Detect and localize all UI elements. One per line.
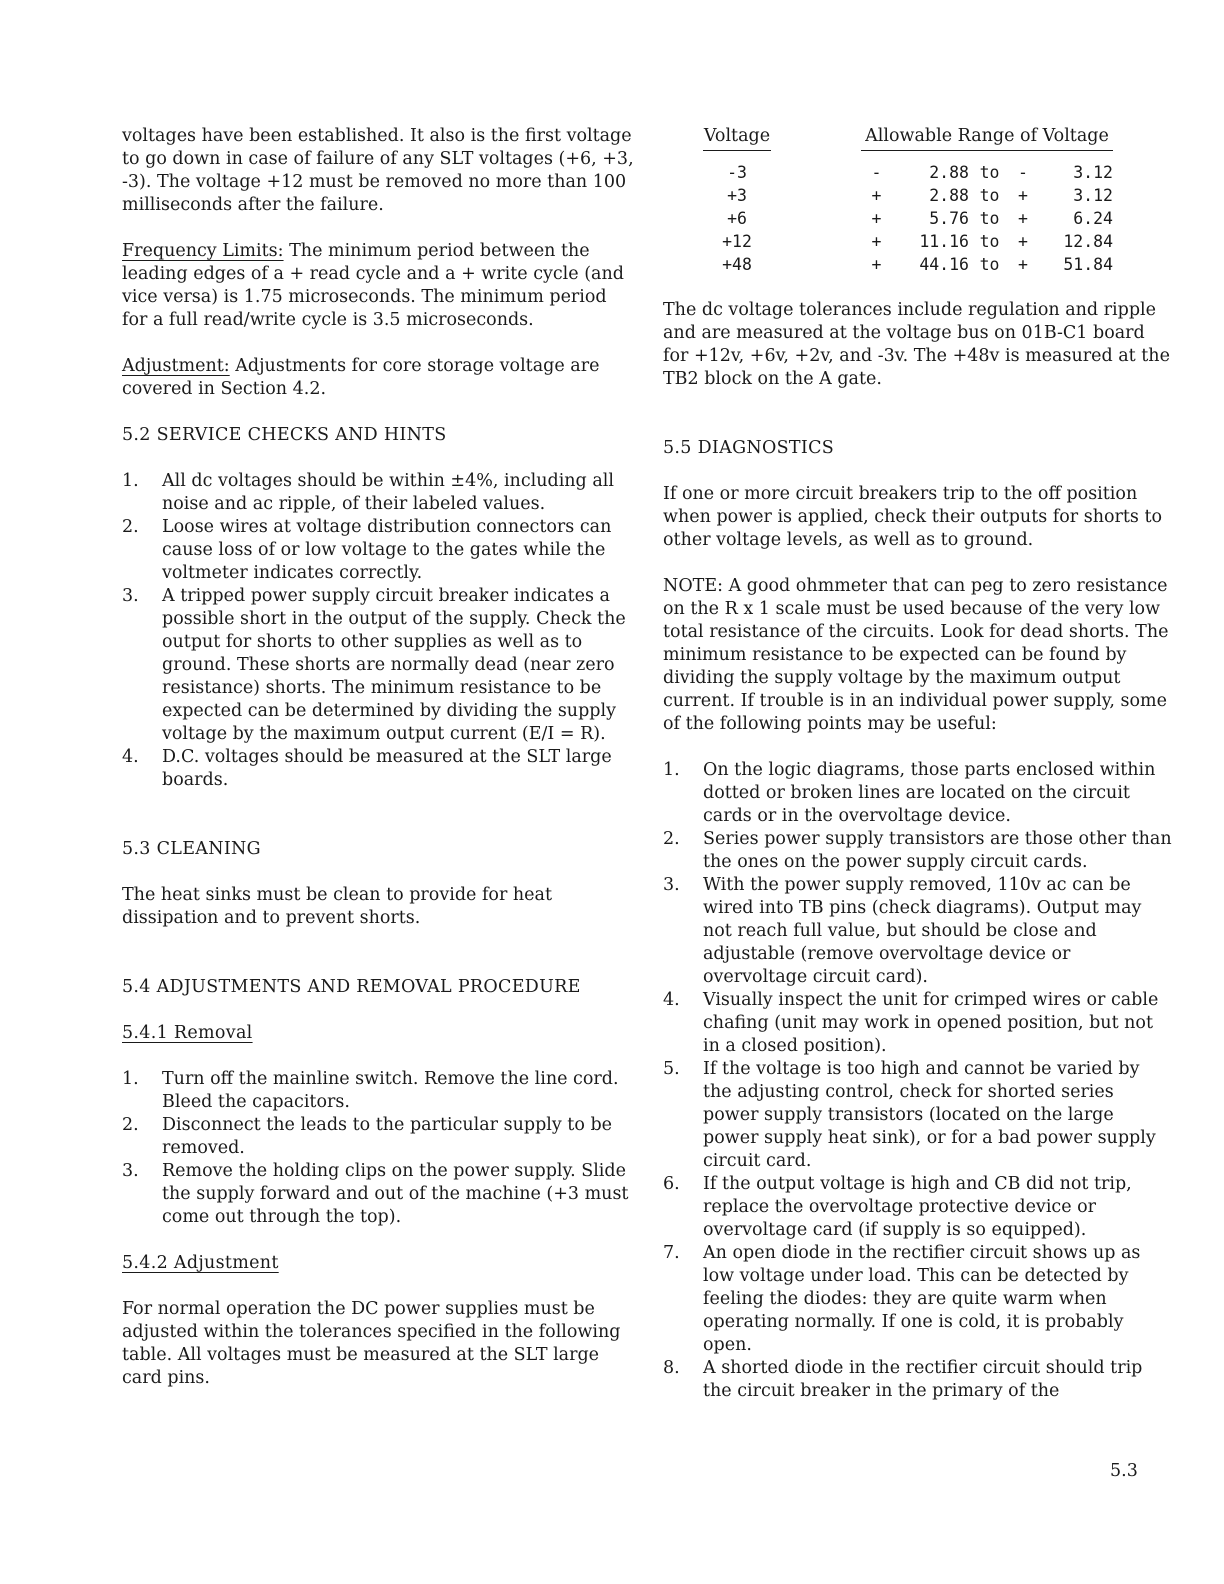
- list-item: 2. Disconnect the leads to the particular supply to be removed.: [122, 1115, 613, 1158]
- frequency-limits-label: Frequency Limits:: [122, 241, 284, 261]
- adjustment-label: Adjustment:: [122, 356, 230, 376]
- table-header-voltage: Voltage: [703, 125, 771, 151]
- adjustment-procedure-paragraph: For normal operation the DC power supplies must be adjusted within the tolerances specified in the following table. All voltages must be measured at the SLT large card pins.: [122, 1299, 621, 1388]
- section-5-2-heading: 5.2 SERVICE CHECKS AND HINTS: [122, 425, 447, 445]
- section-5-4-2-heading: 5.4.2 Adjustment: [122, 1253, 279, 1273]
- diagnostics-list: [663, 759, 1173, 1403]
- table-row: +6 + 5.76 to + 6.24: [727, 209, 1113, 228]
- frequency-limits-text: The minimum period between the leading edges of a + read cycle and a + write cycle (and vice versa) is 1.75 microseconds. The minimum period for a full read/write cycle is 3.5 microseconds.: [122, 241, 624, 330]
- table-row: -3 - 2.88 to - 3.12: [727, 163, 1113, 182]
- left-column: [122, 125, 634, 1390]
- page-number: 5.3: [1110, 1461, 1138, 1481]
- adjustment-paragraph: [122, 355, 634, 401]
- table-row: +48 + 44.16 to + 51.84: [722, 255, 1113, 274]
- list-item: 6. If the output voltage is high and CB did not trip, replace the overvoltage protective device or overvoltage card (if supply is so equipped).: [663, 1174, 1132, 1240]
- list-item: 7. An open diode in the rectifier circuit shows up as low voltage under load. This can be detected by feeling the diodes: they are quite warm when operating normally. If one is cold, it is probably open.: [663, 1243, 1141, 1355]
- list-item: 2. Loose wires at voltage distribution connectors can cause loss of or low voltage to the gates while the voltmeter indicates correctly.: [122, 517, 612, 583]
- voltage-table: [703, 125, 1113, 276]
- list-item: 1. All dc voltages should be within ±4%, including all noise and ac ripple, of their labeled values.: [122, 471, 614, 514]
- list-item: 4. Visually inspect the unit for crimped wires or cable chafing (unit may work in opened position, but not in a closed position).: [663, 990, 1159, 1056]
- right-column: [663, 125, 1173, 1403]
- table-row: +3 + 2.88 to + 3.12: [727, 186, 1113, 205]
- diagnostics-intro-paragraph: If one or more circuit breakers trip to the off position when power is applied, check their outputs for shorts to other voltage levels, as well as to ground.: [663, 484, 1163, 550]
- list-item: 2. Series power supply transistors are those other than the ones on the power supply circuit cards.: [663, 829, 1172, 872]
- list-item: 4. D.C. voltages should be measured at the SLT large boards.: [122, 747, 612, 790]
- table-row: +12 + 11.16 to + 12.84: [722, 232, 1113, 251]
- tolerance-note-paragraph: The dc voltage tolerances include regulation and ripple and are measured at the voltage bus on 01B-C1 board for +12v, +6v, +2v, and -3v. The +48v is measured at the TB2 block on the A gate.: [663, 300, 1170, 389]
- removal-list: [122, 1068, 634, 1229]
- frequency-limits-paragraph: [122, 240, 634, 332]
- section-5-3-heading: 5.3 CLEANING: [122, 839, 261, 859]
- list-item: 5. If the voltage is too high and cannot be varied by the adjusting control, check for shorted series power supply transistors (located on the large power supply heat sink), or for a bad power supply circuit card.: [663, 1059, 1156, 1171]
- section-5-5-heading: 5.5 DIAGNOSTICS: [663, 438, 835, 458]
- list-item: 8. A shorted diode in the rectifier circuit should trip the circuit breaker in the primary of the: [663, 1358, 1143, 1401]
- diagnostics-note-paragraph: NOTE: A good ohmmeter that can peg to zero resistance on the R x 1 scale must be used because of the very low total resistance of the circuits. Look for dead shorts. The minimum resistance to be expected can be found by dividing the supply voltage by the maximum output current. If trouble is in an individual power supply, some of the following points may be useful:: [663, 576, 1169, 734]
- service-checks-list: [122, 470, 634, 792]
- list-item: 3. A tripped power supply circuit breaker indicates a possible short in the output of the supply. Check the output for shorts to other supplies as well as to ground. These shorts are normally dead (near zero resistance) shorts. The minimum resistance to be expected can be determined by dividing the supply voltage by the maximum output current (E/I = R).: [122, 586, 626, 744]
- adjustment-text: Adjustments for core storage voltage are covered in Section 4.2.: [122, 356, 600, 399]
- section-5-4-1-heading: 5.4.1 Removal: [122, 1023, 253, 1043]
- list-item: 1. On the logic diagrams, those parts enclosed within dotted or broken lines are located on the circuit cards or in the overvoltage device.: [663, 760, 1156, 826]
- list-item: 3. Remove the holding clips on the power supply. Slide the supply forward and out of the machine (+3 must come out through the top).: [122, 1161, 629, 1227]
- table-header-range: Allowable Range of Voltage: [861, 125, 1113, 151]
- cleaning-paragraph: The heat sinks must be clean to provide for heat dissipation and to prevent shorts.: [122, 885, 552, 928]
- list-item: 3. With the power supply removed, 110v ac can be wired into TB pins (check diagrams). Output may not reach full value, but should be close and adjustable (remove overvoltage device or overvoltage circuit card).: [663, 875, 1142, 987]
- list-item: 1. Turn off the mainline switch. Remove the line cord. Bleed the capacitors.: [122, 1069, 619, 1112]
- section-5-4-heading: 5.4 ADJUSTMENTS AND REMOVAL PROCEDURE: [122, 977, 581, 997]
- intro-paragraph: voltages have been established. It also is the first voltage to go down in case of failure of any SLT voltages (+6, +3, -3). The voltage +12 must be removed no more than 100 milliseconds after the failure.: [122, 126, 634, 215]
